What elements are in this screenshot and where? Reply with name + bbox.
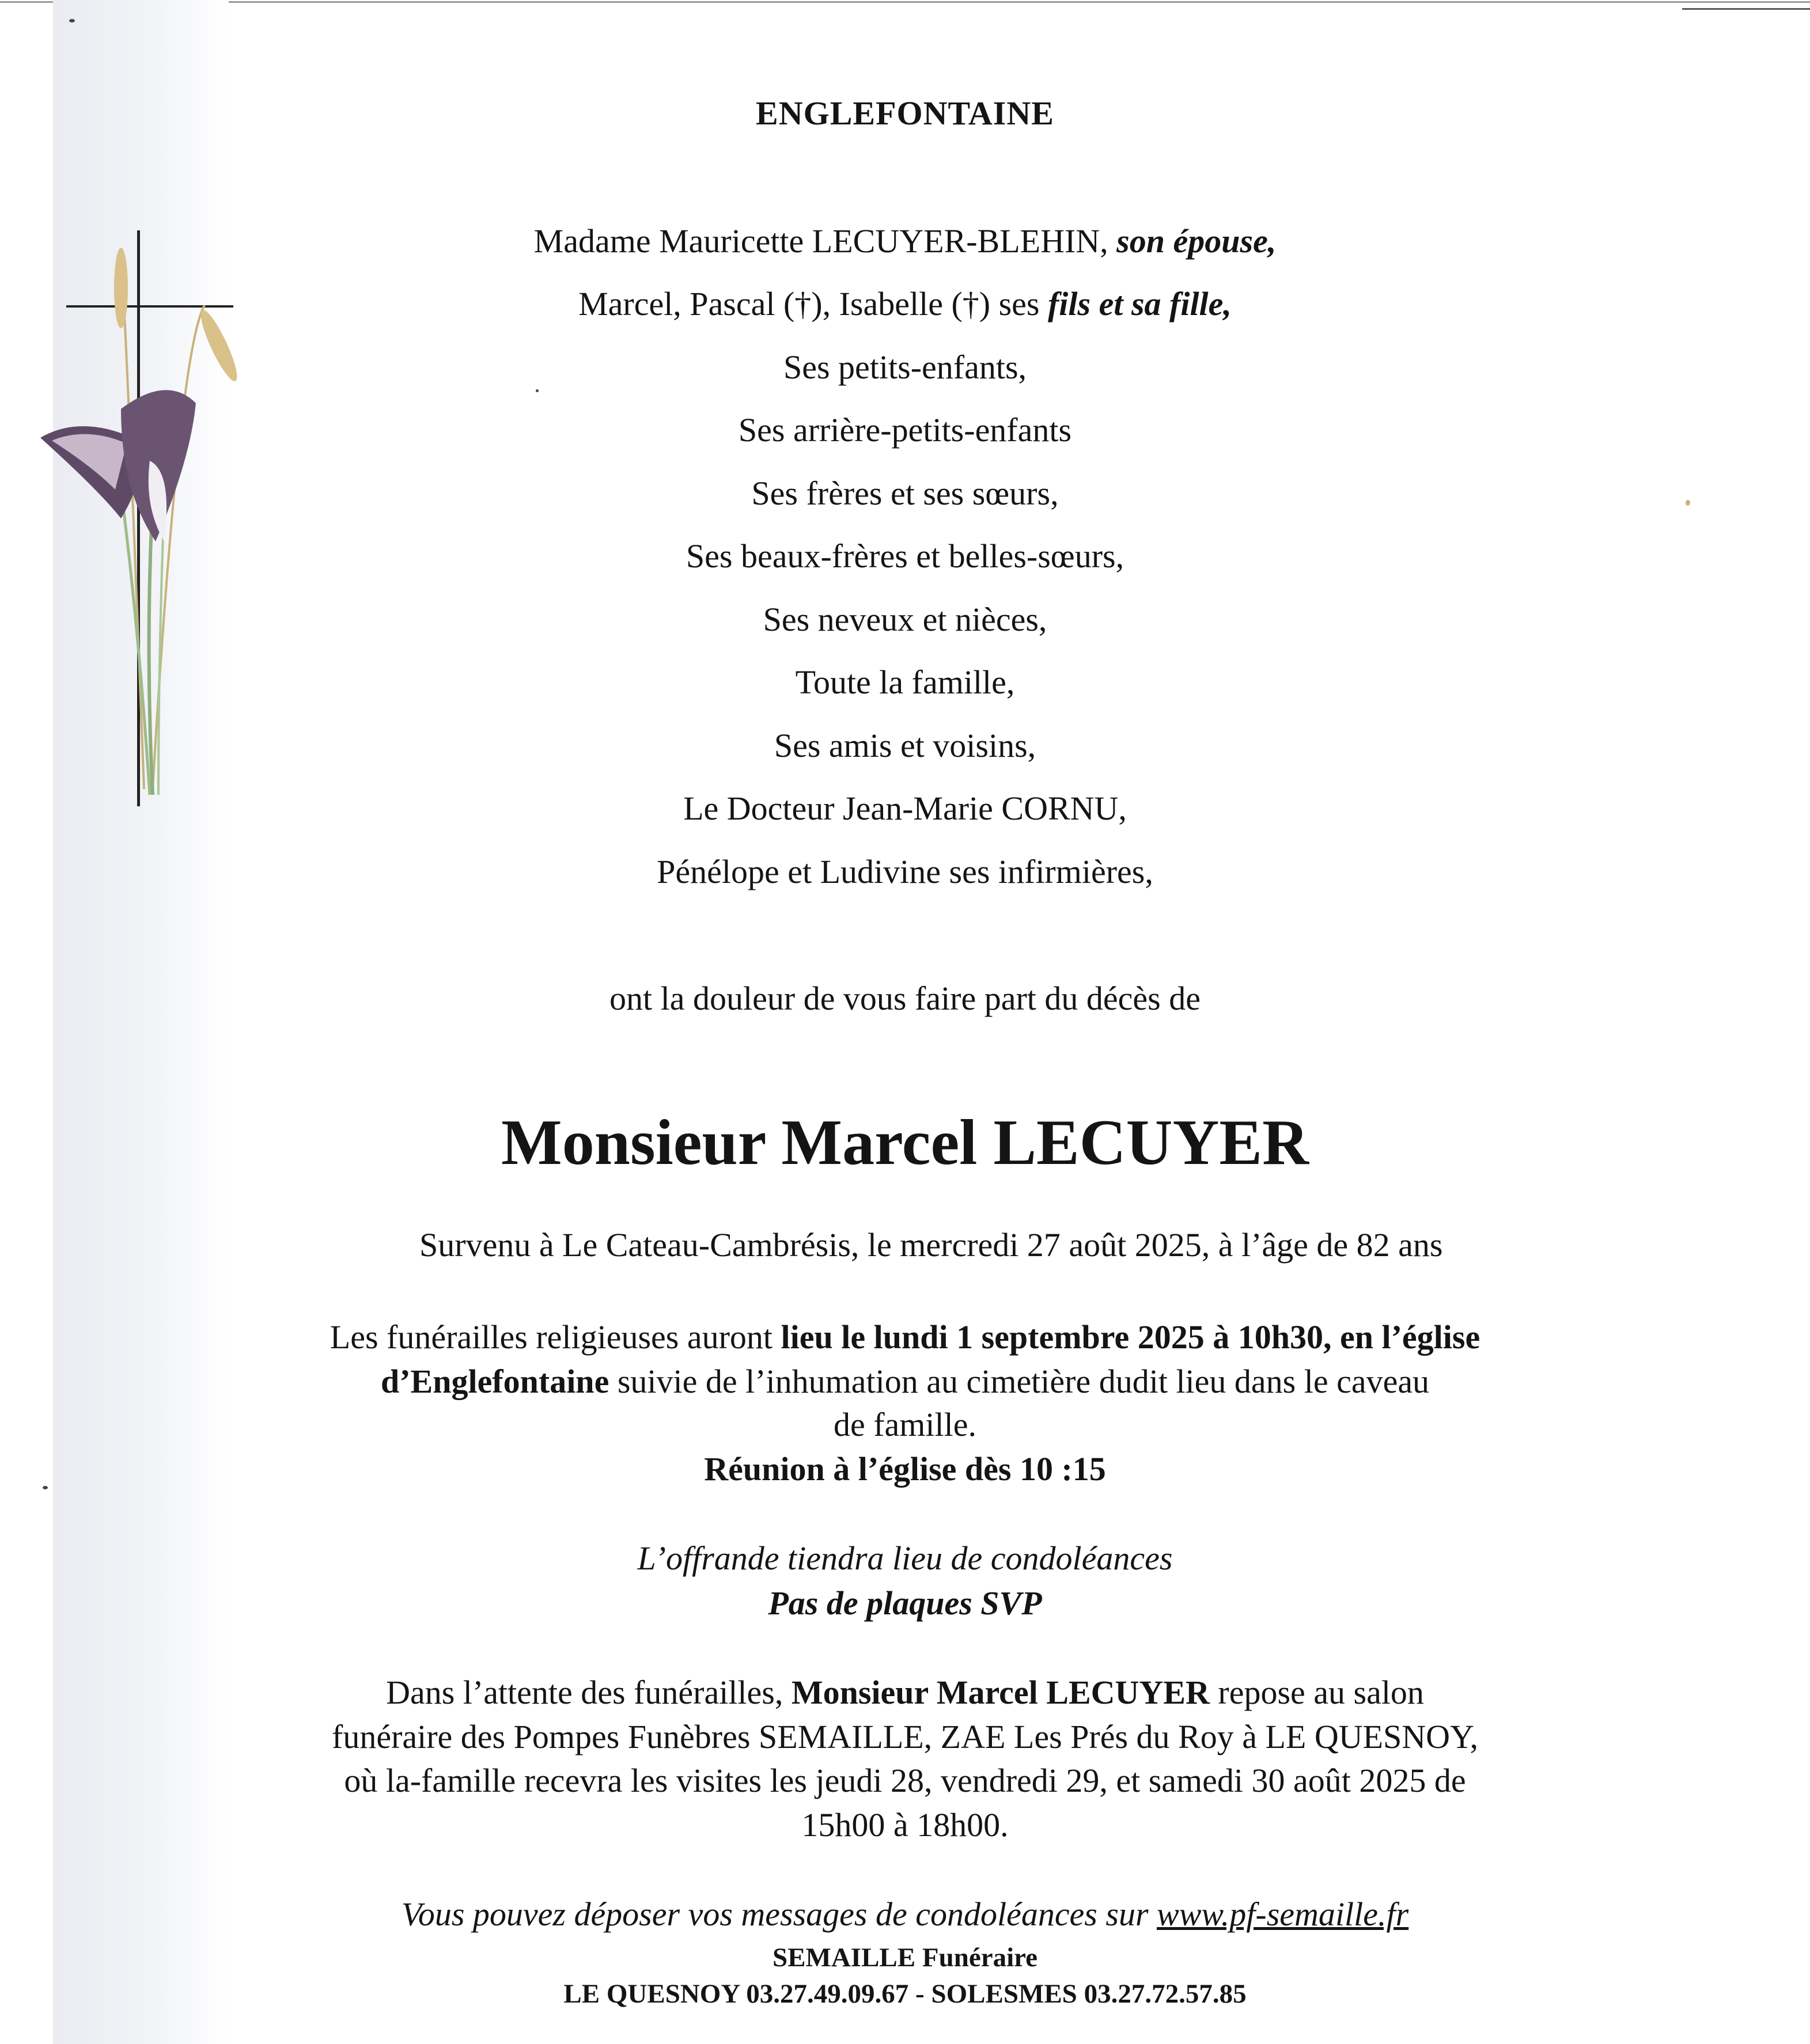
visitation-line-2: funéraire des Pompes Funèbres SEMAILLE, ZAE Les Prés du Roy à LE QUESNOY, xyxy=(332,1718,1478,1755)
announcement-text: ont la douleur de vous faire part du décès de xyxy=(609,980,1201,1017)
scan-edge-line xyxy=(1682,8,1810,10)
family-line: Ses beaux-frères et belles-sœurs, xyxy=(686,537,1124,575)
no-plaques-note: Pas de plaques SVP xyxy=(768,1584,1042,1622)
death-info: Survenu à Le Cateau-Cambrésis, le mercredi 27 août 2025, à l’âge de 82 ans xyxy=(419,1226,1443,1264)
family-line: Ses arrière-petits-enfants xyxy=(738,411,1072,449)
funeral-line-1: Les funérailles religieuses auront lieu le lundi 1 septembre 2025 à 10h30, en l’église xyxy=(330,1318,1480,1356)
condolences-line: Vous pouvez déposer vos messages de condoléances sur www.pf-semaille.fr xyxy=(401,1895,1409,1933)
family-line: Le Docteur Jean-Marie CORNU, xyxy=(683,790,1127,827)
family-line: Toute la famille, xyxy=(795,663,1015,701)
family-line: Pénélope et Ludivine ses infirmières, xyxy=(657,853,1153,890)
town-heading: ENGLEFONTAINE xyxy=(756,94,1054,132)
scan-speck xyxy=(69,19,75,22)
company-name: SEMAILLE Funéraire xyxy=(772,1943,1038,1973)
company-phones: LE QUESNOY 03.27.49.09.67 - SOLESMES 03.27.72.57.85 xyxy=(563,1979,1247,2009)
funeral-line-2: d’Englefontaine suivie de l’inhumation au cimetière dudit lieu dans le caveau xyxy=(380,1363,1430,1400)
funeral-line-3: de famille. xyxy=(833,1406,976,1443)
family-line: Ses frères et ses sœurs, xyxy=(751,475,1059,512)
scan-edge-line xyxy=(0,1,1810,3)
family-line-spouse: Madame Mauricette LECUYER-BLEHIN, son épouse, xyxy=(533,222,1277,260)
deceased-name: Monsieur Marcel LECUYER xyxy=(501,1107,1309,1178)
family-line-children: Marcel, Pascal (†), Isabelle (†) ses fils et sa fille, xyxy=(578,285,1232,323)
family-line: Ses amis et voisins, xyxy=(774,727,1036,764)
offering-note: L’offrande tiendra lieu de condoléances xyxy=(637,1539,1173,1577)
visitation-line-1: Dans l’attente des funérailles, Monsieur Marcel LECUYER repose au salon xyxy=(386,1674,1424,1711)
meeting-time: Réunion à l’église dès 10 :15 xyxy=(704,1450,1106,1488)
visitation-line-3: où la-famille recevra les visites les jeudi 28, vendredi 29, et samedi 30 août 2025 de xyxy=(344,1762,1466,1799)
website-link[interactable]: www.pf-semaille.fr xyxy=(1157,1895,1409,1933)
family-line: Ses petits-enfants, xyxy=(783,348,1027,386)
visitation-line-4: 15h00 à 18h00. xyxy=(801,1806,1009,1844)
scan-speck xyxy=(536,389,539,392)
family-line: Ses neveux et nièces, xyxy=(763,601,1047,638)
